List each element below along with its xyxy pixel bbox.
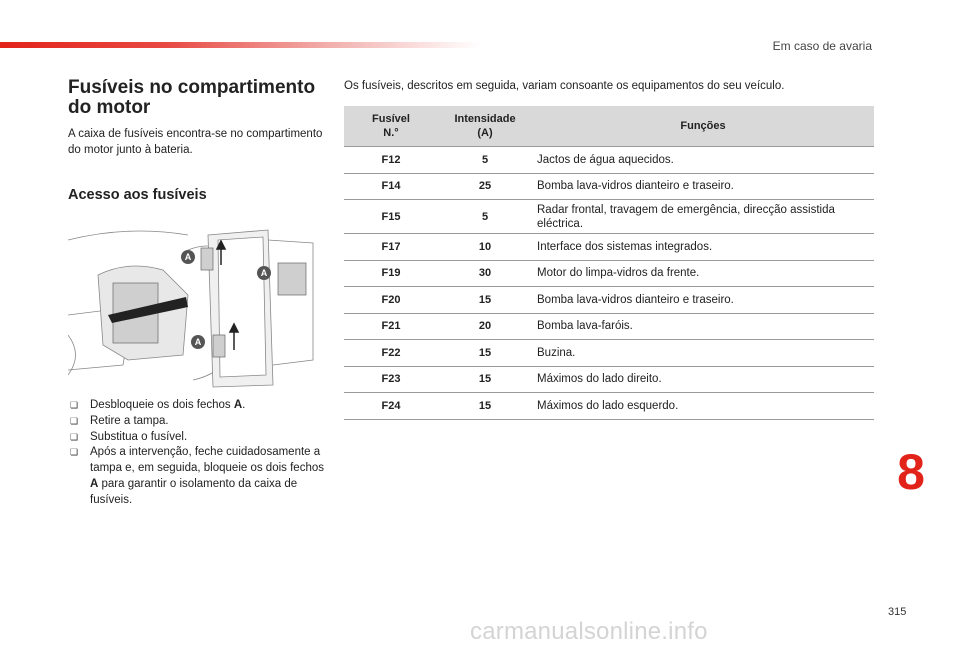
fuse-function: Motor do limpa-vidros da frente.	[532, 260, 874, 287]
fuse-number: F15	[344, 200, 438, 234]
fuse-number: F23	[344, 366, 438, 393]
table-row	[344, 200, 874, 234]
table-row	[344, 340, 874, 367]
step-item: ❏ Substitua o fusível.	[68, 430, 326, 446]
fuse-number: F20	[344, 287, 438, 314]
steps-list	[68, 398, 326, 509]
table-row	[344, 173, 874, 200]
header-intensity: Intensidade (A)	[438, 106, 532, 147]
step-item: ❏ Desbloqueie os dois fechos A.	[68, 398, 326, 414]
page-title: Fusíveis no compartimento do motor	[68, 77, 316, 118]
fuse-amperage: 10	[438, 234, 532, 261]
table-row	[344, 147, 874, 174]
step-item: ❏ Retire a tampa.	[68, 414, 326, 430]
table-row	[344, 393, 874, 420]
table-row	[344, 366, 874, 393]
chapter-number: 8	[897, 444, 925, 500]
fuse-number: F21	[344, 313, 438, 340]
fuse-function: Interface dos sistemas integrados.	[532, 234, 874, 261]
header-fuse: Fusível N.°	[344, 106, 438, 147]
header-functions: Funções	[532, 106, 874, 147]
fuse-amperage: 5	[438, 147, 532, 174]
fuse-box-illustration	[68, 215, 320, 390]
fuse-number: F22	[344, 340, 438, 367]
fuse-table	[344, 106, 874, 420]
fuse-number: F14	[344, 173, 438, 200]
fuse-amperage: 30	[438, 260, 532, 287]
checkbox-bullet-icon: ❏	[70, 415, 79, 426]
fuse-number: F24	[344, 393, 438, 420]
callout-a-2-label: A	[260, 268, 268, 278]
fuse-amperage: 25	[438, 173, 532, 200]
table-row	[344, 287, 874, 314]
fuse-function: Radar frontal, travagem de emergência, direcção assistida eléctrica.	[532, 200, 874, 234]
access-title: Acesso aos fusíveis	[68, 187, 207, 203]
callout-a-1-label: A	[184, 252, 192, 262]
fuse-function: Bomba lava-vidros dianteiro e traseiro.	[532, 173, 874, 200]
table-header-row	[344, 106, 874, 147]
fuse-function: Bomba lava-faróis.	[532, 313, 874, 340]
fuse-amperage: 15	[438, 393, 532, 420]
fuse-number: F17	[344, 234, 438, 261]
checkbox-bullet-icon: ❏	[70, 431, 79, 442]
table-intro: Os fusíveis, descritos em seguida, variam consoante os equipamentos do seu veículo.	[344, 80, 785, 92]
checkbox-bullet-icon: ❏	[70, 447, 79, 458]
header-accent-bar	[0, 42, 480, 48]
page-number: 315	[888, 606, 907, 618]
table-row	[344, 313, 874, 340]
checkbox-bullet-icon: ❏	[70, 400, 79, 410]
fuse-amperage: 5	[438, 200, 532, 234]
fuse-number: F12	[344, 147, 438, 174]
fuse-function: Máximos do lado direito.	[532, 366, 874, 393]
fuse-number: F19	[344, 260, 438, 287]
table-row	[344, 234, 874, 261]
watermark: carmanualsonline.info	[470, 618, 708, 645]
fuse-amperage: 15	[438, 340, 532, 367]
table-row	[344, 260, 874, 287]
step-item: ❏ Após a intervenção, feche cuidadosamente a tampa e, em seguida, bloqueie os dois fechos A para garantir o isolamento da caixa de fusíveis.	[70, 446, 324, 506]
fuse-function: Máximos do lado esquerdo.	[532, 393, 874, 420]
fuse-function: Buzina.	[532, 340, 874, 367]
fuse-amperage: 20	[438, 313, 532, 340]
fuse-amperage: 15	[438, 366, 532, 393]
section-header: Em caso de avaria	[772, 39, 872, 53]
fuse-function: Jactos de água aquecidos.	[532, 147, 874, 174]
fuse-amperage: 15	[438, 287, 532, 314]
fuse-function: Bomba lava-vidros dianteiro e traseiro.	[532, 287, 874, 314]
callout-a-3-label: A	[194, 337, 202, 347]
intro-text: A caixa de fusíveis encontra-se no compartimento do motor junto à bateria.	[68, 128, 323, 156]
